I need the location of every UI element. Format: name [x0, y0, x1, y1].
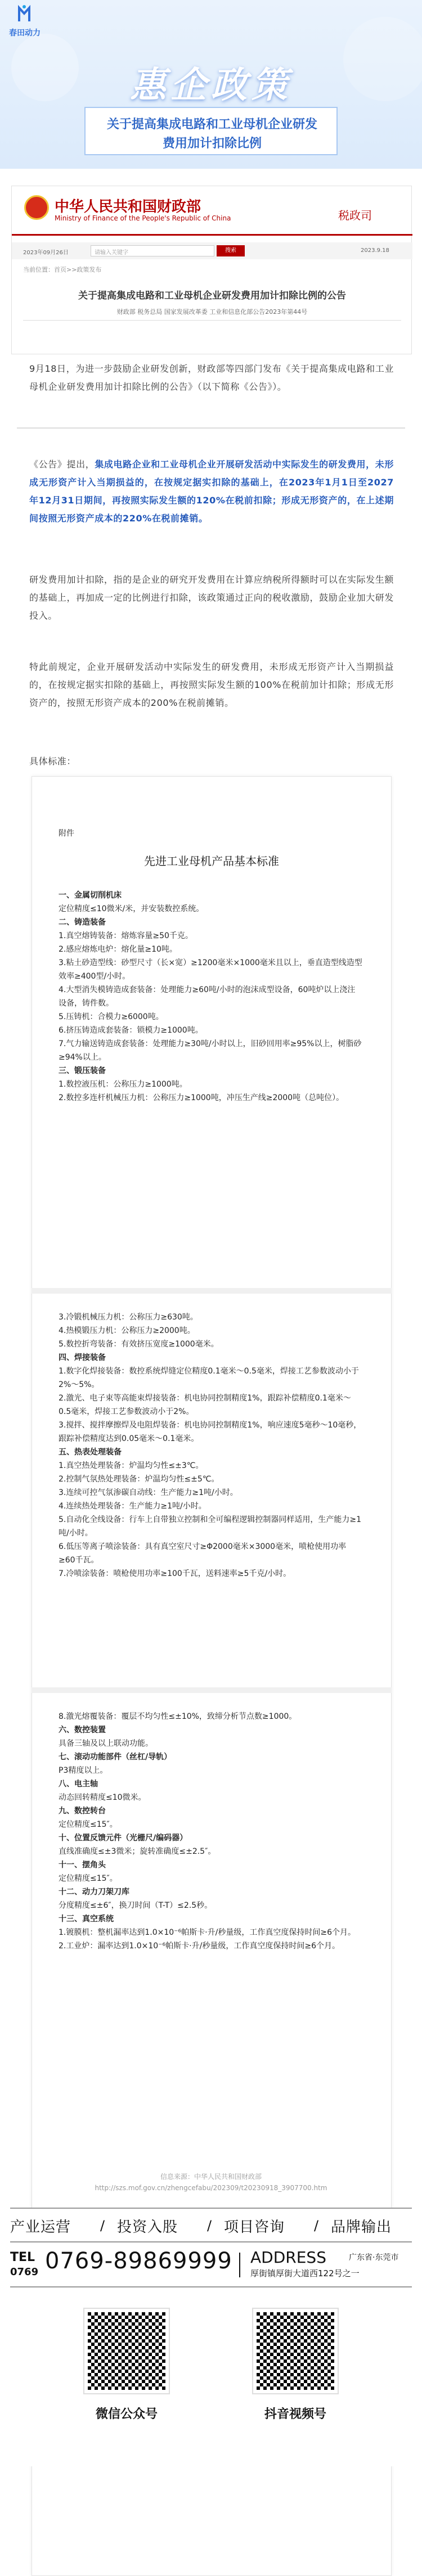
attachment-line: 2.数控多连杆机械压力机：公称压力≥1000吨，冲压生产线≥2000吨（总吨位）。 [59, 1093, 344, 1102]
attachment-line: 1.数控液压机：公称压力≥1000吨。 [59, 1080, 187, 1089]
attachment-label: 附件 [59, 829, 74, 838]
attachment-line: 5.自动化全线设备：行车上自带独立控制和全可编程逻辑控制器同样适用，生产能力≥1吨/小时。 [59, 1515, 361, 1538]
attachment-line: 1.数字化焊接装备：数控系统焊缝定位精度0.1毫米～0.5毫米，焊接工艺参数波动小于2%～5%。 [59, 1367, 359, 1389]
header-banner [0, 0, 422, 169]
banner-title: 惠企政策 [130, 65, 292, 106]
divider [10, 2208, 412, 2209]
source-url[interactable]: http://szs.mof.gov.cn/zhengcefabu/202309/t20230918_3907700.htm [95, 2184, 327, 2192]
attachment-page-1 [59, 889, 362, 1105]
address-line: 厚街镇厚街大道西122号之一 [250, 2268, 360, 2278]
attachment-line: 定位精度≤10微米/米，并安装数控系统。 [59, 904, 204, 913]
page-separator [32, 1288, 392, 1294]
attachment-line: 3.粘土砂造型线：砂型尺寸（长×宽）≥1200毫米×1000毫米且以上，垂直造型线造型效率≥400型/小时。 [59, 958, 362, 981]
attachment-line: 具备三轴及以上联动功能。 [59, 1739, 153, 1748]
attachment-line: 6.挤压铸造成套装备：锁模力≥1000吨。 [59, 1026, 203, 1035]
douyin-qr-label: 抖音视频号 [264, 2407, 326, 2421]
attachment-line: 1.镀膜机：整机漏率达到1.0×10⁻⁶帕斯卡·升/秒量级，工作真空度保持时间≥6个月。 [59, 1928, 356, 1937]
attachment-line: 2.工业炉：漏率达到1.0×10⁻⁶帕斯卡·升/秒量级，工作真空度保持时间≥6个月。 [59, 1942, 340, 1951]
attachment-line: 定位精度≤15″。 [59, 1820, 118, 1829]
company-logo [8, 4, 42, 37]
attachment-line: 3.连续可控气氛渗碳自动线：生产能力≥1吨/小时。 [59, 1488, 238, 1497]
banner-subtitle-box [84, 107, 338, 155]
service-item: 品牌输出 [331, 2219, 392, 2236]
article-meta: 财政部 税务总局 国家发展改革委 工业和信息化部公告2023年第44号 [116, 308, 308, 316]
footer [0, 2208, 422, 2466]
logo-text: 春田动力 [9, 29, 41, 38]
divider [239, 2253, 240, 2277]
attachment-line: 七、滚动功能部件（丝杠/导轨） [59, 1753, 172, 1762]
attachment-line: 7.冷喷涂装备：喷枪使用功率≥100千瓦，送料速率≥5千克/小时。 [59, 1569, 291, 1578]
attachment-line: 5.数控折弯装备：有效挤压宽度≥1000毫米。 [59, 1340, 219, 1349]
attachment-line: 2.激光、电子束等高能束焊接装备：机电协同控制精度1%，跟踪补偿精度0.1毫米～0.5毫米，焊接工艺参数波动小于2%。 [59, 1394, 351, 1416]
attachment-line: 分度精度≤±6″，换刀时间（T-T）≤2.5秒。 [59, 1901, 213, 1910]
attachment-line: 2.控制气氛热处理装备：炉温均匀性≤±5℃。 [59, 1475, 219, 1484]
attachment-line: 4.连续热处理装备：生产能力≥1吨/小时。 [59, 1502, 206, 1511]
ministry-toolbar [12, 242, 412, 259]
tel-number[interactable]: 0769-89869999 [45, 2248, 232, 2274]
divider [23, 320, 401, 321]
service-item: 项目咨询 [224, 2219, 285, 2236]
attachment-line: 1.真空熔铸装备：熔炼容量≥50千克。 [59, 931, 193, 940]
attachment-line: 4.大型消失模铸造成套装备：处理能力≥60吨/小时的泡沫成型设备，60吨炉以上浇注设备，铸件数。 [59, 985, 356, 1008]
policy-highlight: 集成电路企业和工业母机企业开展研发活动中实际发生的研发费用，未形成无形资产计入当期损益的，在按规定据实扣除的基础上，在2023年1月1日至2027年12月31日期间，再按照实际发生额的120%在税前扣除；形成无形资产的，在上述期间按照无形资产成本的220%在税前摊销。 [29, 459, 394, 524]
paragraph-intro: 9月18日，为进一步鼓励企业研发创新，财政部等四部门发布《关于提高集成电路和工业母机企业研发费用加计扣除比例的公告》（以下简称《公告》）。 [29, 363, 394, 392]
source-note [0, 2171, 422, 2194]
attachment-line: 8.激光熔覆装备：覆层不均匀性≤±10%，致缔分析节点数≥1000。 [59, 1712, 297, 1721]
attachment-line: 六、数控装置 [59, 1726, 106, 1735]
separator-slash: / [314, 2218, 319, 2233]
address-label: ADDRESS [250, 2248, 326, 2267]
paragraph-definition: 研发费用加计扣除，指的是企业的研究开发费用在计算应纳税所得额时可以在实际发生额的基础上，再加成一定的比例进行扣除，该政策通过正向的税收激励，鼓励企业加大研发投入。 [29, 574, 394, 621]
ministry-department: 税政司 [338, 209, 372, 222]
divider [10, 2241, 412, 2242]
toolbar-right-date: 2023.9.18 [361, 247, 389, 254]
attachment-line: 十二、动力刀架刀库 [59, 1888, 129, 1897]
separator-slash: / [100, 2218, 105, 2233]
search-input[interactable]: 请输入关键字 [91, 245, 214, 256]
attachment-line: 五、热表处理装备 [59, 1448, 122, 1457]
tel-label: TEL [10, 2250, 35, 2264]
toolbar-date: 2023年09月26日 [23, 250, 69, 256]
search-button[interactable]: 搜索 [217, 245, 245, 256]
banner-subtitle-line: 费用加计扣除比例 [162, 137, 262, 151]
ministry-header [12, 186, 412, 236]
attachment-line: 三、锻压装备 [59, 1066, 106, 1075]
wechat-qr-code[interactable] [84, 2309, 169, 2393]
attachment-page-3 [59, 1710, 362, 1953]
page-separator [32, 1687, 392, 1693]
paragraph-previous-rule: 特此前规定，企业开展研发活动中实际发生的研发费用，未形成无形资产计入当期损益的，在按规定据实扣除的基础上，再按照实际发生额的100%在税前加计扣除；形成无形资产的，按照无形资产成本的200%在税前摊销。 [29, 661, 394, 708]
separator-slash: / [207, 2218, 212, 2233]
breadcrumb[interactable]: 当前位置：首页>>政策发布 [23, 266, 102, 273]
attachment-line: 十、位置反馈元件（光栅尺/编码器） [59, 1834, 188, 1843]
tel-area-label: 0769 [10, 2266, 39, 2278]
ministry-page-screenshot [11, 186, 412, 354]
policy-lead: 《公告》提出， [29, 459, 95, 470]
attachment-line: 一、金属切削机床 [59, 891, 122, 900]
attachment-line: 3.冷锻机械压力机：公称压力≥630吨。 [59, 1313, 198, 1322]
attachment-line: 八、电主轴 [59, 1780, 98, 1789]
attachment-line: 四、焊接装备 [59, 1353, 106, 1362]
paragraph-policy [29, 456, 394, 528]
attachment-title: 先进工业母机产品基本标准 [144, 854, 279, 868]
attachment-line: 1.真空热处理装备：炉温均匀性≤±3℃。 [59, 1461, 204, 1470]
attachment-page-2 [59, 1310, 362, 1580]
attachment-line: P3精度以上。 [59, 1766, 108, 1775]
attachment-line: 九、数控转台 [59, 1807, 106, 1816]
ministry-name-en: Ministry of Finance of the People's Republic of China [55, 214, 231, 222]
article-title: 关于提高集成电路和工业母机企业研发费用加计扣除比例的公告 [78, 290, 346, 301]
attachment-line: 定位精度≤15″。 [59, 1874, 118, 1883]
wechat-qr-label: 微信公众号 [95, 2407, 158, 2421]
attachment-line: 3.搅拌、搅拌摩擦焊及电阻焊装备：机电协同控制精度1%，响应速度5毫秒～10毫秒，跟踪补偿精度达到0.05毫米～0.1毫米。 [59, 1421, 362, 1443]
banner-subtitle-line: 关于提高集成电路和工业母机企业研发 [106, 118, 317, 132]
logo-mark-icon [17, 4, 32, 25]
service-item: 产业运营 [10, 2219, 71, 2236]
attachment-line: 十一、摆角头 [59, 1861, 106, 1870]
attachment-line: 十三、真空系统 [59, 1915, 114, 1924]
divider [10, 2286, 412, 2287]
attachment-line: 4.热模锻压力机：公称压力≥2000吨。 [59, 1326, 195, 1335]
attachment-line: 6.低压等离子喷涂装备：具有真空室尺寸≥Φ2000毫米×3000毫米，喷枪使用功率≥60千瓦。 [59, 1542, 347, 1565]
attachment-line: 动态回转精度≤10微米。 [59, 1793, 146, 1802]
address-line: 广东省·东莞市 [349, 2253, 399, 2262]
ministry-name: 中华人民共和国财政部 [55, 199, 201, 215]
divider [17, 427, 405, 429]
paragraph-standards-lead: 具体标准： [29, 756, 77, 767]
douyin-qr-code[interactable] [253, 2309, 338, 2393]
attachment-line: 7.气力输送铸造成套装备：处理能力≥30吨/小时以上，旧砂回用率≥95%以上，树脂砂≥94%以上。 [59, 1039, 362, 1062]
source-label: 信息来源：中华人民共和国财政部 [160, 2173, 262, 2181]
attachment-line: 5.压铸机：合模力≥6000吨。 [59, 1012, 164, 1021]
national-emblem-icon [24, 195, 49, 220]
attachment-line: 直线准确度≤±3微米；旋转准确度≤±2.5″。 [59, 1847, 216, 1856]
attachment-line: 二、铸造装备 [59, 918, 106, 927]
attachment-line: 2.感应熔炼电炉：熔化量≥10吨。 [59, 945, 177, 954]
service-item: 投资入股 [117, 2219, 178, 2236]
